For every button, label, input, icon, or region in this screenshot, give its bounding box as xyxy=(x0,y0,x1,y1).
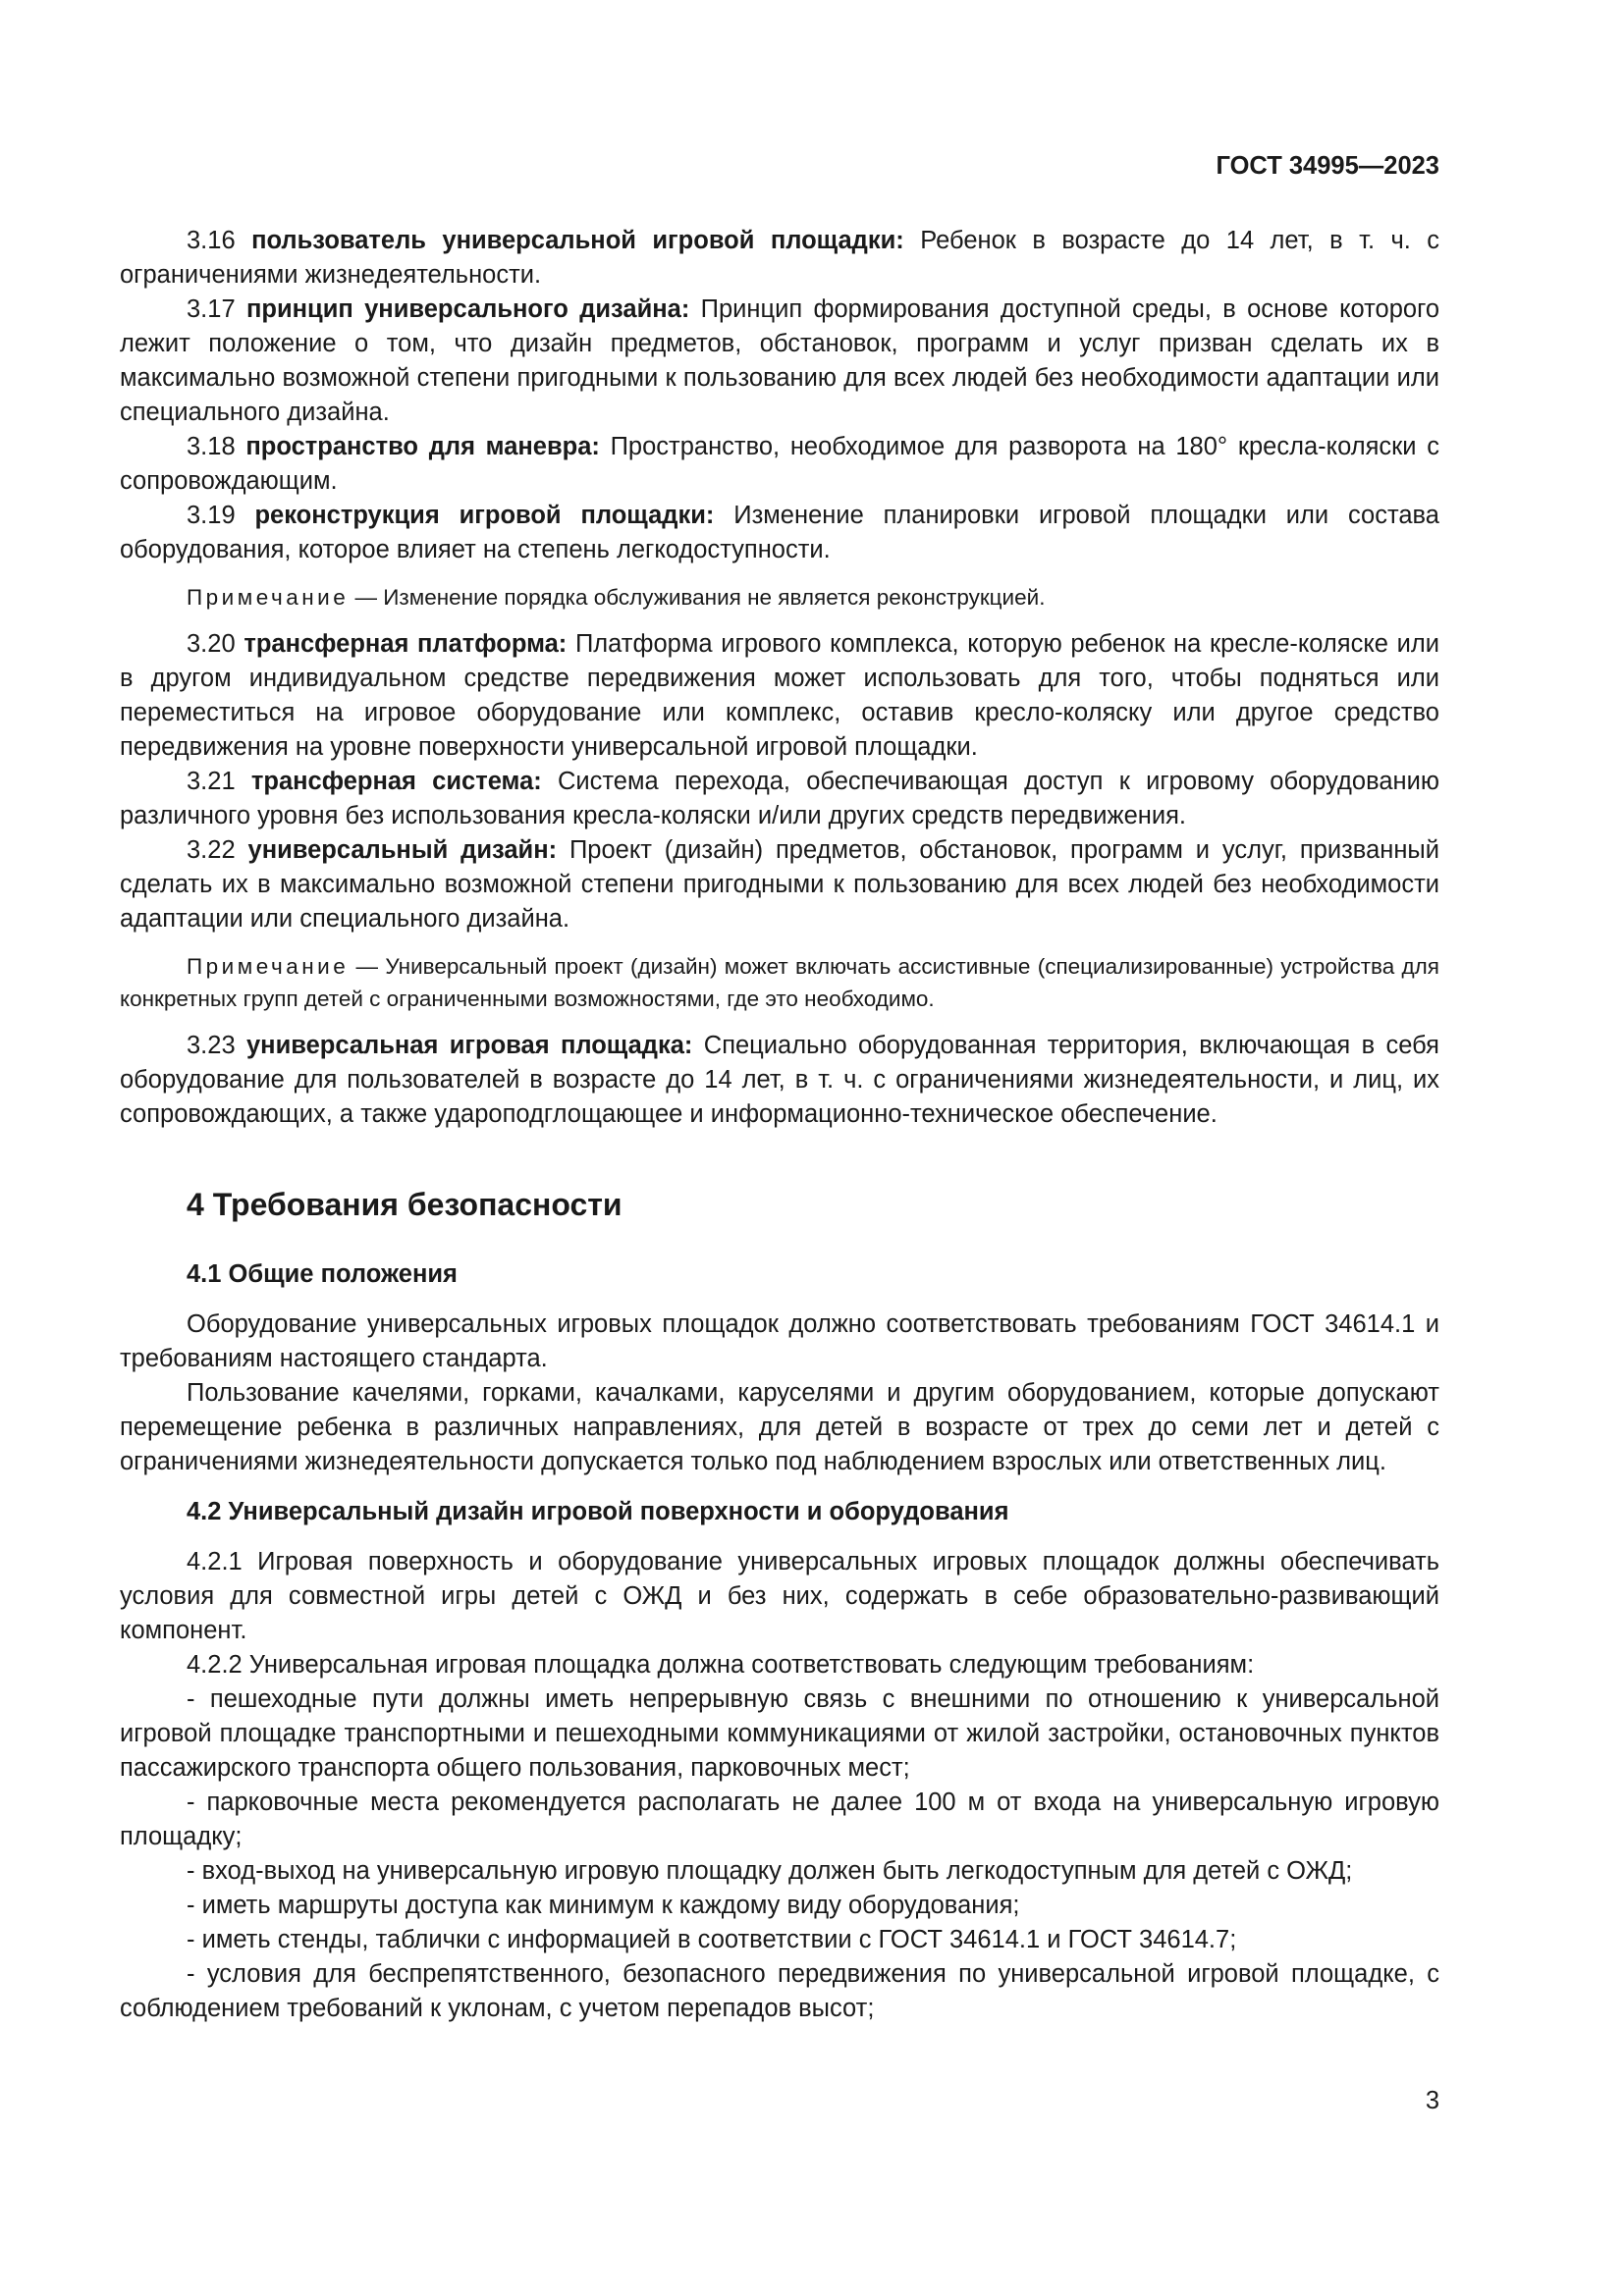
list-item: - парковочные места рекомендуется располагать не далее 100 м от входа на универсальную игровую площадку; xyxy=(120,1789,1439,1850)
note-3-19 xyxy=(120,581,1439,614)
note-label: Примечание xyxy=(187,954,350,979)
clause-number: 3.19 xyxy=(187,502,236,529)
definition-3-20 xyxy=(120,627,1439,765)
clause-number: 3.16 xyxy=(187,227,236,254)
document-code-header: ГОСТ 34995—2023 xyxy=(1216,152,1439,180)
definition-text: Изменение планировки игровой площадки или состава оборудования, которое влияет на степень легкодоступности. xyxy=(120,502,1439,563)
defined-term: трансферная система: xyxy=(250,768,542,795)
definition-text: Проект (дизайн) предметов, обстановок, программ и услуг, призванный сделать их в максимально возможной степени пригодными к пользованию для всех людей без необходимости адаптации или специального дизайна. xyxy=(120,836,1439,933)
definition-text: Платформа игрового комплекса, которую ребенок на кресле-коляске или в другом индивидуальном средстве передвижения может использовать для того, чтобы подняться или переместиться на игровое оборудование или комплекс, оставив кресло-коляску или другое средство передвижения на уровне поверхности универсальной игровой площадки. xyxy=(120,630,1439,761)
clause-number: 3.23 xyxy=(187,1032,236,1059)
definition-text: Пространство, необходимое для разворота на 180° кресла-коляски с сопровождающим. xyxy=(120,433,1439,495)
definition-3-19 xyxy=(120,499,1439,567)
paragraph: 4.2.1 Игровая поверхность и оборудование универсальных игровых площадок должны обеспечивать условия для совместной игры детей с ОЖД и без них, содержать в себе образовательно-развивающий компонент. xyxy=(120,1548,1439,1644)
defined-term: универсальная игровая площадка: xyxy=(246,1032,693,1059)
list-item: - иметь стенды, таблички с информацией в соответствии с ГОСТ 34614.1 и ГОСТ 34614.7; xyxy=(187,1926,1237,1953)
paragraph: 4.2.2 Универсальная игровая площадка должна соответствовать следующим требованиям: xyxy=(187,1651,1255,1679)
note-label: Примечание xyxy=(187,585,350,610)
note-text: — Изменение порядка обслуживания не является реконструкцией. xyxy=(349,585,1046,610)
definition-text: Принцип формирования доступной среды, в основе которого лежит положение о том, что дизайн предметов, обстановок, программ и услуг призван сделать их в максимально возможной степени пригодными к пользованию для всех людей без необходимости адаптации или специального дизайна. xyxy=(120,295,1439,426)
definition-3-22 xyxy=(120,833,1439,936)
note-text: — Универсальный проект (дизайн) может включать ассистивные (специализированные) устройства для конкретных групп детей с ограниченными возможностями, где это необходимо. xyxy=(120,954,1439,1011)
definition-3-21 xyxy=(120,765,1439,833)
clause-number: 3.20 xyxy=(187,630,236,658)
list-item: - иметь маршруты доступа как минимум к каждому виду оборудования; xyxy=(187,1892,1020,1919)
subsection-4-1-heading: 4.1 Общие положения xyxy=(187,1260,458,1288)
subsection-4-2-heading: 4.2 Универсальный дизайн игровой поверхности и оборудования xyxy=(187,1498,1009,1525)
paragraph: Пользование качелями, горками, качалками, каруселями и другим оборудованием, которые допускают перемещение ребенка в различных направлениях, для детей в возрасте от трех до семи лет и детей с ограничениями жизнедеятельности допускается только под наблюдением взрослых или ответственных лиц. xyxy=(120,1379,1439,1475)
clause-number: 3.21 xyxy=(187,768,236,795)
list-item: - вход-выход на универсальную игровую площадку должен быть легкодоступным для детей с ОЖД; xyxy=(187,1857,1353,1885)
clause-number: 3.17 xyxy=(187,295,236,323)
section-4-heading: 4 Требования безопасности xyxy=(187,1187,623,1222)
clause-number: 3.18 xyxy=(187,433,236,460)
page-content xyxy=(120,224,1439,2026)
defined-term: принцип универсального дизайна: xyxy=(245,295,690,323)
definition-3-17 xyxy=(120,293,1439,430)
definition-3-18 xyxy=(120,430,1439,499)
list-item: - пешеходные пути должны иметь непрерывную связь с внешними по отношению к универсальной игровой площадке транспортными и пешеходными коммуникациями от жилой застройки, остановочных пунктов пассажирского транспорта общего пользования, парковочных мест; xyxy=(120,1685,1439,1782)
list-item: - условия для беспрепятственного, безопасного передвижения по универсальной игровой площадке, с соблюдением требований к уклонам, с учетом перепадов высот; xyxy=(120,1960,1439,2022)
spacer xyxy=(120,1479,1439,1495)
note-3-22 xyxy=(120,950,1439,1015)
defined-term: универсальный дизайн: xyxy=(247,836,558,864)
defined-term: трансферная платформа: xyxy=(244,630,568,658)
defined-term: пользователь универсальной игровой площадки: xyxy=(251,227,904,254)
defined-term: пространство для маневра: xyxy=(245,433,600,460)
definition-text: Ребенок в возрасте до 14 лет, в т. ч. с ограничениями жизнедеятельности. xyxy=(120,227,1439,289)
page-number: 3 xyxy=(1425,2087,1439,2114)
definition-text: Система перехода, обеспечивающая доступ к игровому оборудованию различного уровня без использования кресла-коляски и/или других средств передвижения. xyxy=(120,768,1439,829)
definition-text: Специально оборудованная территория, включающая в себя оборудование для пользователей в возрасте до 14 лет, в т. ч. с ограничениями жизнедеятельности, и лиц, их сопровождающих, а также удароподглощающее и информационно-техническое обеспечение. xyxy=(120,1032,1439,1128)
defined-term: реконструкция игровой площадки: xyxy=(254,502,715,529)
paragraph: Оборудование универсальных игровых площадок должно соответствовать требованиям ГОСТ 34614.1 и требованиям настоящего стандарта. xyxy=(120,1310,1439,1372)
definition-3-23 xyxy=(120,1029,1439,1132)
definition-3-16 xyxy=(120,224,1439,293)
clause-number: 3.22 xyxy=(187,836,236,864)
